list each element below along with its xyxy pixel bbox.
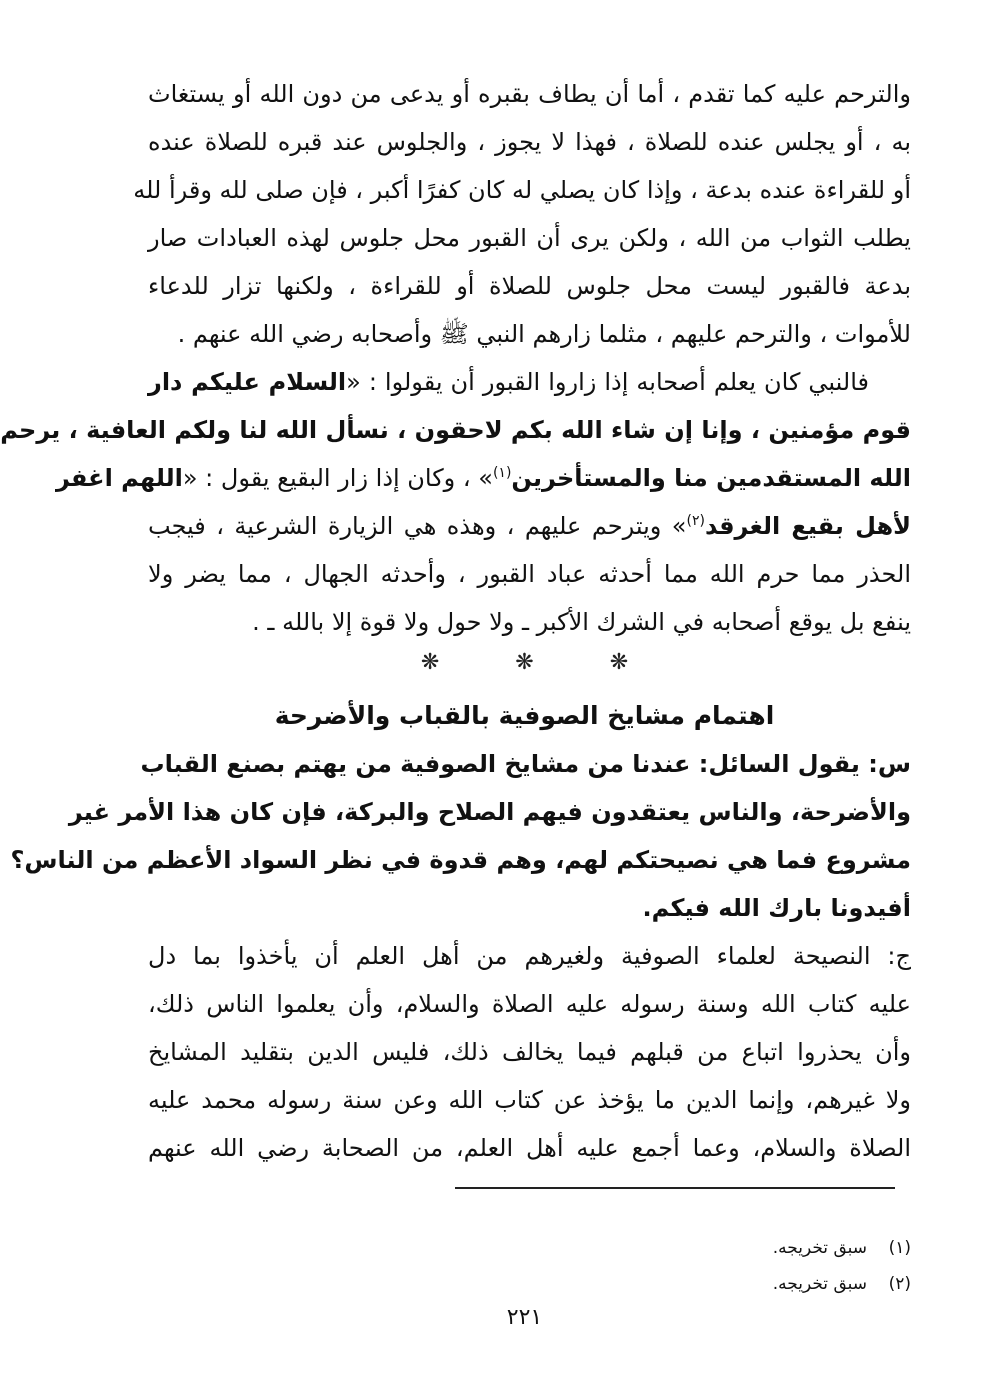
paragraph-1 [0, 70, 911, 646]
hadith-quote: السلام عليكم دار [148, 368, 347, 396]
section-heading: اهتمام مشايخ الصوفية بالقباب والأضرحة [274, 701, 775, 730]
question-line: والأضرحة، والناس يعتقدون فيهم الصلاح والبركة، فإن كان هذا الأمر غير [68, 798, 911, 826]
text-span: فالنبي كان يعلم أصحابه إذا زاروا القبور أن يقولوا : « [346, 368, 870, 396]
answer-line: الصلاة والسلام، وعما أجمع عليه أهل العلم، من الصحابة رضي الله عنهم [148, 1134, 911, 1162]
text-line: ينفع بل يوقع أصحابه في الشرك الأكبر ـ ولا حول ولا قوة إلا بالله ـ . [252, 608, 911, 636]
page-number: ٢٢١ [506, 1305, 543, 1330]
hadith-quote: لأهل بقيع الغرقد [704, 512, 911, 540]
text-span: » ، وكان إذا زار البقيع يقول : « [182, 464, 493, 492]
text-line [55, 454, 911, 502]
footnote-marker-1: (١) [492, 465, 512, 481]
text-line [148, 358, 911, 406]
answer-line: ج: النصيحة لعلماء الصوفية ولغيرهم من أهل العلم أن يأخذوا بما دل [148, 942, 911, 970]
footnote-marker-2: (٢) [686, 513, 705, 529]
hadith-quote: الله المستقدمين منا والمستأخرين [511, 464, 911, 492]
question-line: أفيدونا بارك الله فيكم. [642, 894, 911, 922]
text-span: » ويترحم عليهم ، وهذه هي الزيارة الشرعية ، فيجب [148, 512, 687, 540]
text-line: الحذر مما حرم الله مما أحدثه عباد القبور ، وأحدثه الجهال ، مما يضر ولا [148, 560, 911, 588]
text-line: للأموات ، والترحم عليهم ، مثلما زارهم النبي ﷺ وأصحابه رضي الله عنهم . [177, 320, 911, 348]
text-line: والترحم عليه كما تقدم ، أما أن يطاف بقبره أو يدعى من دون الله أو يستغاث [148, 80, 911, 108]
footnotes [773, 1230, 911, 1302]
hadith-quote: اللهم اغفر [55, 464, 183, 492]
question [10, 740, 911, 932]
answer-line: ولا غيرهم، وإنما الدين ما يؤخذ عن كتاب الله وعن سنة رسوله محمد عليه [148, 1086, 911, 1114]
footnote-divider [455, 1187, 895, 1189]
text-line [148, 502, 911, 550]
footnote-number: (١) [888, 1238, 911, 1258]
section-separator [50, 650, 999, 690]
question-answer [10, 740, 911, 1172]
text-line: به ، أو يجلس عنده للصلاة ، فهذا لا يجوز ، والجلوس عند قبره للصلاة عنده [148, 128, 911, 156]
footnote [773, 1266, 911, 1302]
footnote-number: (٢) [888, 1274, 911, 1294]
text-line: أو للقراءة عنده بدعة ، وإذا كان يصلي له كان كفرًا أكبر ، فإن صلى لله وقرأ لله [133, 176, 911, 204]
asterism-icon: ❋ [609, 650, 629, 675]
answer-line: عليه كتاب الله وسنة رسوله عليه الصلاة والسلام، وأن يعلموا الناس ذلك، [148, 990, 911, 1018]
asterism-icon: ❋ [515, 650, 534, 675]
footnote-text: سبق تخريجه. [772, 1274, 867, 1294]
hadith-quote: قوم مؤمنين ، وإنا إن شاء الله بكم لاحقون ، نسأل الله لنا ولكم العافية ، يرحم [0, 416, 911, 444]
asterism-icon: ❋ [420, 650, 440, 675]
answer [148, 932, 911, 1172]
question-line: مشروع فما هي نصيحتكم لهم، وهم قدوة في نظر السواد الأعظم من الناس؟ [10, 846, 911, 874]
paragraph-2 [0, 358, 911, 646]
text-line: بدعة فالقبور ليست محل جلوس للصلاة أو للقراءة ، ولكنها تزار للدعاء [148, 272, 911, 300]
text-line: يطلب الثواب من الله ، ولكن يرى أن القبور محل جلوس لهذه العبادات صار [148, 224, 911, 252]
answer-line: وأن يحذروا اتباع من قبلهم فيما يخالف ذلك، فليس الدين بتقليد المشايخ [148, 1038, 911, 1066]
question-line: س: يقول السائل: عندنا من مشايخ الصوفية من يهتم بصنع القباب [140, 750, 911, 778]
footnote [773, 1230, 911, 1266]
footnote-text: سبق تخريجه. [772, 1238, 867, 1258]
